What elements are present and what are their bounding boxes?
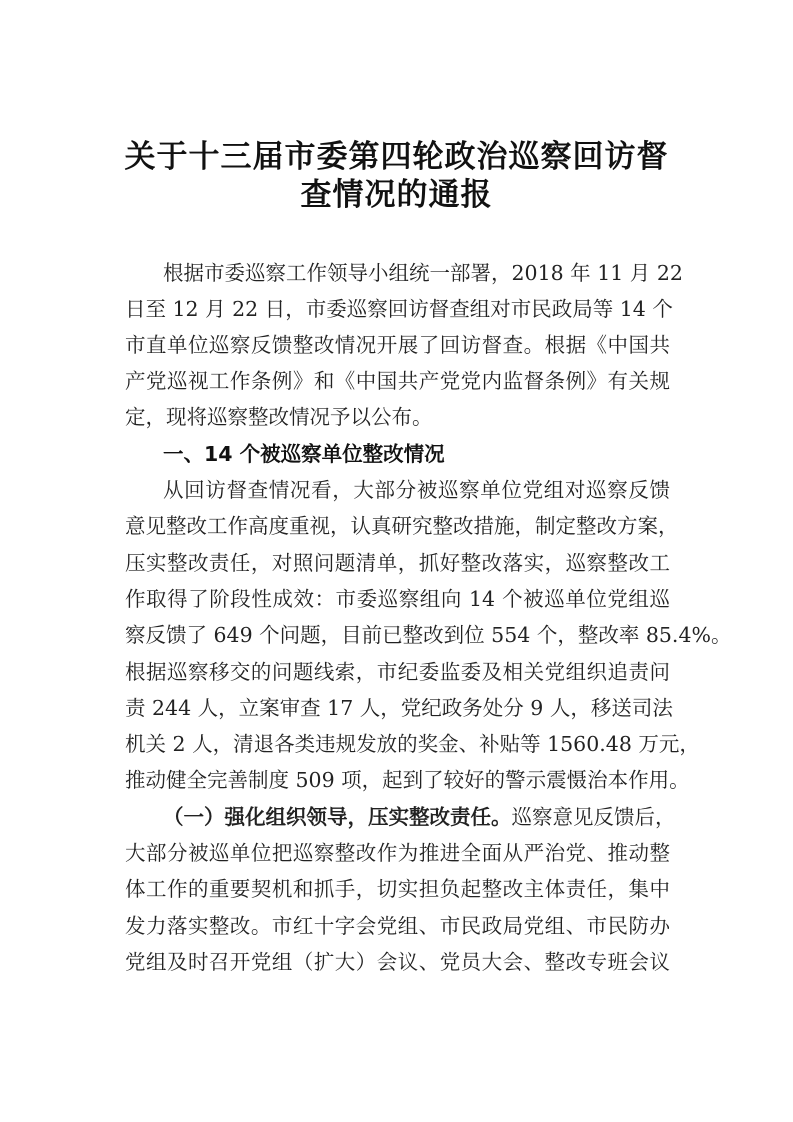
subsection1-line-4: 发力落实整改。市红十字会党组、市民政局党组、市民防办 (125, 914, 670, 938)
section1-line-6: 根据巡察移交的问题线索，市纪委监委及相关党组织追责问 (125, 660, 670, 684)
section-heading-1: 一、14 个被巡察单位整改情况 (163, 442, 445, 466)
section1-line-3: 压实整改责任，对照问题清单，抓好整改落实，巡察整改工 (125, 551, 670, 575)
document-title (100, 138, 693, 214)
section1-line-1: 从回访督查情况看，大部分被巡察单位党组对巡察反馈 (163, 478, 670, 502)
intro-line-5: 定，现将巡察整改情况予以公布。 (125, 405, 433, 429)
subsection1-line-2: 大部分被巡单位把巡察整改作为推进全面从严治党、推动整 (125, 841, 670, 865)
intro-line-2: 日至 12 月 22 日，市委巡察回访督查组对市民政局等 14 个 (125, 297, 673, 321)
intro-line-1: 根据市委巡察工作领导小组统一部署，2018 年 11 月 22 (163, 261, 683, 285)
subsection1-first-line-rest: 巡察意见反馈后， (511, 805, 676, 829)
intro-line-4: 产党巡视工作条例》和《中国共产党党内监督条例》有关规 (125, 369, 670, 393)
title-line-1: 关于十三届市委第四轮政治巡察回访督 (124, 139, 669, 175)
subsection1-line-5: 党组及时召开党组（扩大）会议、党员大会、整改专班会议 (125, 950, 670, 974)
intro-line-3: 市直单位巡察反馈整改情况开展了回访督查。根据《中国共 (125, 333, 670, 357)
subsection1-line-1 (163, 805, 676, 829)
subsection1-heading: （一）强化组织领导，压实整改责任。 (163, 805, 512, 829)
section1-line-5: 察反馈了 649 个问题，目前已整改到位 554 个，整改率 85.4%。 (125, 623, 732, 647)
section1-line-4: 作取得了阶段性成效：市委巡察组向 14 个被巡单位党组巡 (125, 587, 670, 611)
section1-line-8: 机关 2 人，清退各类违规发放的奖金、补贴等 1560.48 万元， (125, 732, 700, 756)
section1-line-7: 责 244 人，立案审查 17 人，党纪政务处分 9 人，移送司法 (125, 696, 673, 720)
section1-line-9: 推动健全完善制度 509 项，起到了较好的警示震慑治本作用。 (125, 768, 690, 792)
title-line-2: 查情况的通报 (300, 177, 493, 213)
section1-line-2: 意见整改工作高度重视，认真研究整改措施，制定整改方案， (125, 514, 679, 538)
subsection1-line-3: 体工作的重要契机和抓手，切实担负起整改主体责任，集中 (125, 877, 670, 901)
